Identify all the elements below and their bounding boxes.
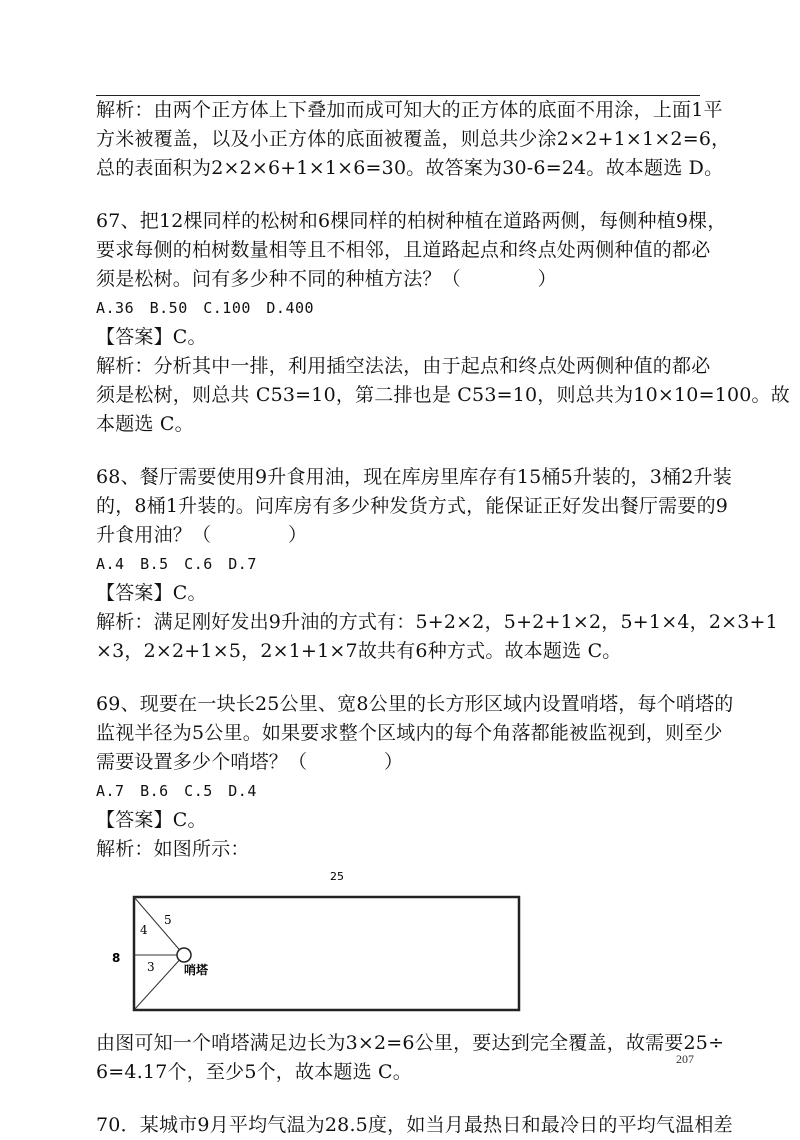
- options: A.4 B.5 C.6 D.7: [96, 555, 257, 573]
- q66-analysis: [96, 96, 731, 183]
- page-number: 207: [676, 1052, 694, 1066]
- analysis-line: 总的表面积为2×2×6+1×1×6=30。故答案为30-6=24。故本题选 D。: [96, 157, 724, 179]
- question-line: 需要设置多少个哨塔？（ ）: [96, 751, 404, 773]
- upper-half-label: 4: [140, 923, 148, 937]
- question-line: 的，8桶1升装的。问库房有多少种发货方式，能保证正好发出餐厅需要的9: [96, 495, 729, 517]
- question-line: 68、餐厅需要使用9升食用油，现在库房里库存有15桶5升装的，3桶2升装: [96, 466, 732, 488]
- question-line: 70．某城市9月平均气温为28.5度，如当月最热日和最冷日的平均气温相差: [96, 1114, 733, 1136]
- question-67: [96, 207, 790, 439]
- question-69: [96, 690, 734, 1087]
- width-label: 8: [112, 951, 121, 965]
- tower-label: 哨塔: [184, 963, 209, 977]
- conclusion-line: 6=4.17个，至少5个，故本题选 C。: [96, 1061, 412, 1083]
- options: A.7 B.6 C.5 D.4: [96, 782, 257, 800]
- question-70: [96, 1111, 733, 1140]
- options: A.36 B.50 C.100 D.400: [96, 299, 315, 317]
- question-line: 要求每侧的柏树数量相等且不相邻，且道路起点和终点处两侧种值的都必: [96, 239, 711, 261]
- question-line: 67、把12棵同样的松树和6棵同样的柏树种植在道路两侧，每侧种植9棵，: [96, 210, 727, 232]
- question-line: 升食用油？（ ）: [96, 524, 308, 546]
- analysis-line: 解析：满足刚好发出9升油的方式有：5+2×2，5+2+1×2，5+1×4，2×3+1: [96, 611, 778, 633]
- analysis-line: 须是松树，则总共 C53=10，第二排也是 C53=10，则总共为10×10=100。故: [96, 384, 790, 406]
- diagram-svg: [112, 868, 572, 1023]
- length-label: 25: [330, 870, 344, 883]
- radius-line-lower: [134, 955, 184, 1010]
- analysis-line: ×3，2×2+1×5，2×1+1×7故共有6种方式。故本题选 C。: [96, 640, 622, 662]
- lower-half-label: 3: [147, 960, 155, 974]
- region-rectangle: [134, 897, 519, 1010]
- question-68: [96, 463, 778, 666]
- watchtower-diagram: [112, 868, 572, 1023]
- answer: 【答案】C。: [96, 582, 207, 604]
- answer: 【答案】C。: [96, 326, 207, 348]
- analysis-line: 解析：分析其中一排，利用插空法法，由于起点和终点处两侧种值的都必: [96, 355, 711, 377]
- answer: 【答案】C。: [96, 809, 207, 831]
- conclusion-line: 由图可知一个哨塔满足边长为3×2=6公里，要达到完全覆盖，故需要25÷: [96, 1032, 725, 1054]
- page-content: [96, 96, 790, 1140]
- tower-circle: [177, 948, 191, 962]
- radius-label: 5: [164, 913, 172, 927]
- analysis-line: 方米被覆盖，以及小正方体的底面被覆盖，则总共少涂2×2+1×1×2=6，: [96, 128, 731, 150]
- question-line: 须是松树。问有多少种不同的种植方法？（ ）: [96, 268, 557, 290]
- analysis-intro: 解析：如图所示：: [96, 838, 250, 860]
- question-line: 69、现要在一块长25公里、宽8公里的长方形区域内设置哨塔，每个哨塔的: [96, 693, 734, 715]
- analysis-line: 本题选 C。: [96, 413, 194, 435]
- analysis-line: 解析：由两个正方体上下叠加而成可知大的正方体的底面不用涂，上面1平: [96, 99, 723, 121]
- question-line: 监视半径为5公里。如果要求整个区域内的每个角落都能被监视到，则至少: [96, 722, 723, 744]
